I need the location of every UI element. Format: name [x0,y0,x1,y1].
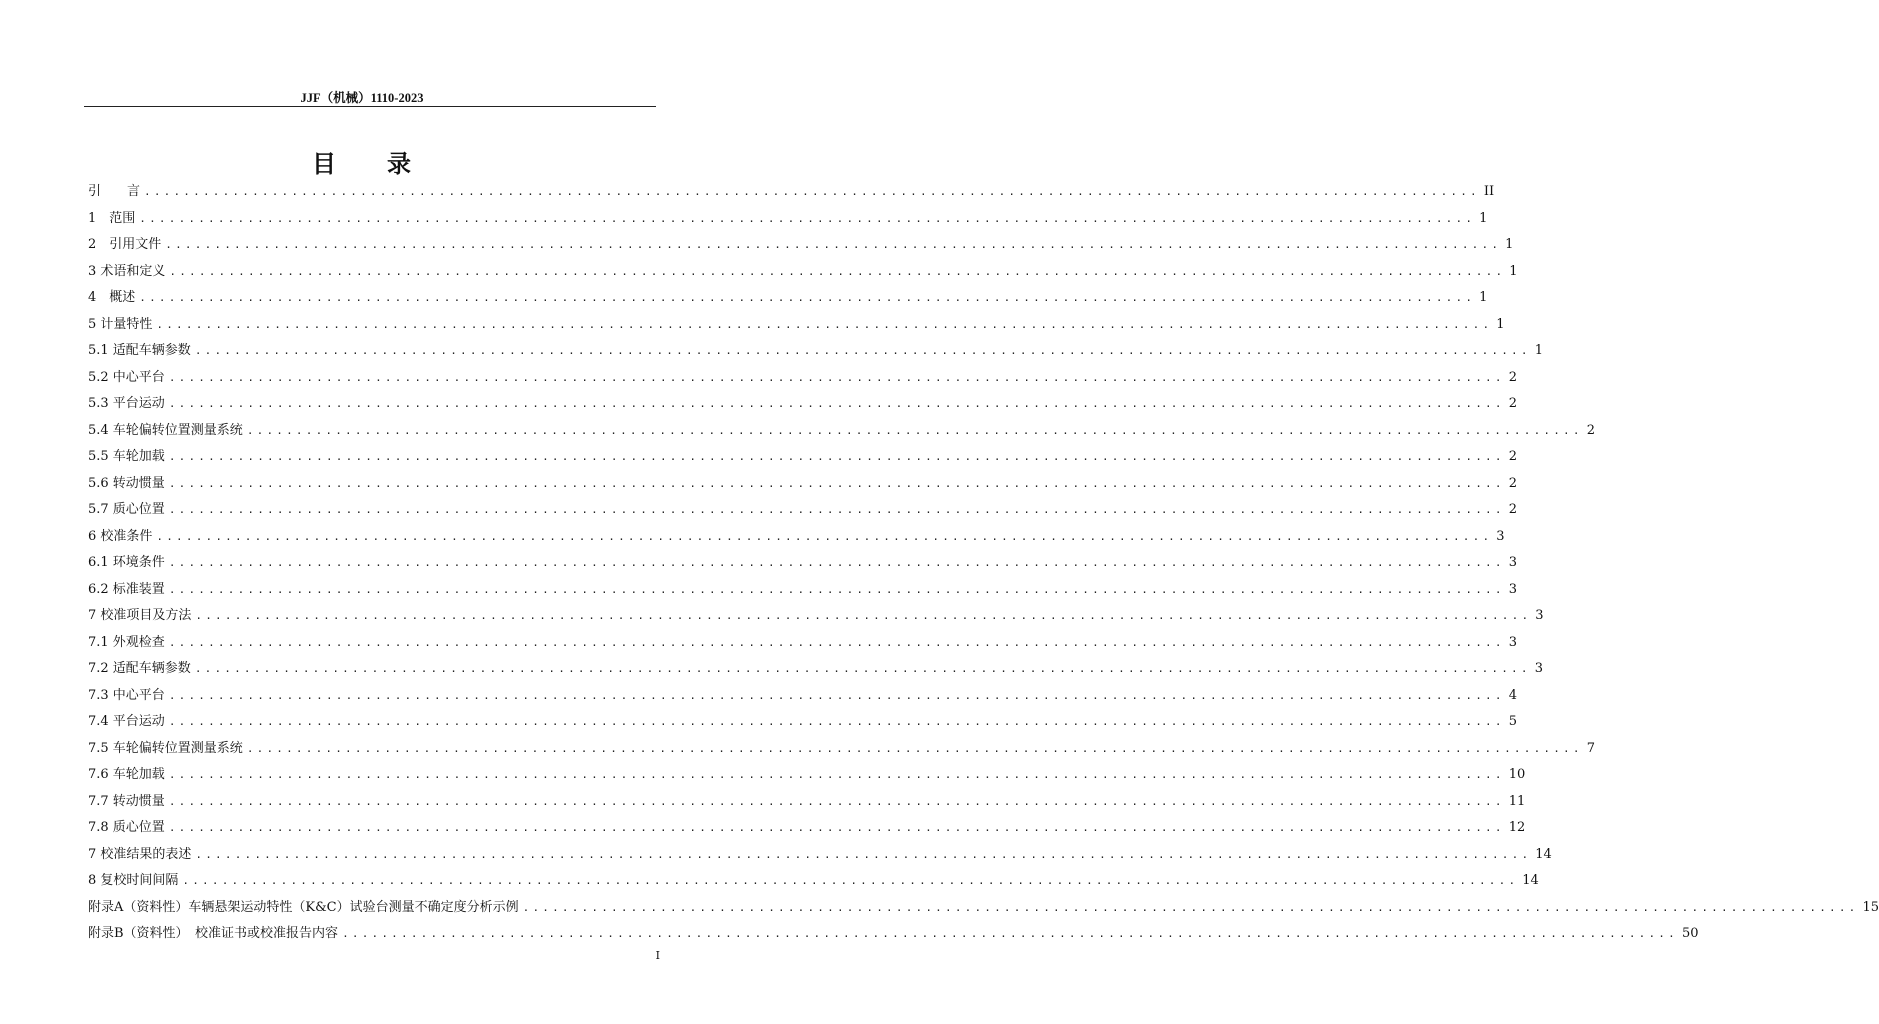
toc-entry-page: 3 [1535,608,1544,623]
toc-entry-page: 1 [1479,210,1488,226]
toc-entry[interactable] [88,207,1488,234]
dot-leader: ........................................................................................................................................ [168,688,1505,702]
dot-leader: ........................................................................................................................................ [168,397,1505,410]
toc-entry-label: 7.7 转动惯量 [88,793,165,809]
toc-entry-label: 7.2 适配车辆参数 [88,661,191,676]
dot-leader: ........................................................................................................................................ [194,344,1531,357]
toc-entry[interactable] [88,233,1514,260]
toc-entry-page: 5 [1508,714,1517,729]
dot-leader: ........................................................................................................................................ [144,185,1480,198]
toc-entry-label: 7.6 车轮加载 [88,767,165,782]
dot-leader: ........................................................................................................................................ [139,291,1476,304]
toc-entry[interactable] [88,445,1517,472]
dot-leader: ........................................................................................................................................ [246,423,1583,437]
dot-leader: ........................................................................................................................................ [182,874,1519,887]
toc-entry-label: 5.7 质心位置 [88,502,165,517]
dot-leader: ........................................................................................................................................ [156,317,1493,331]
toc-entry-label: 5.4 车轮偏转位置测量系统 [88,422,243,438]
toc-entry-page: 3 [1534,661,1543,676]
toc-entry-page: 14 [1535,846,1552,862]
toc-entry-page: 10 [1508,767,1526,782]
toc-entry-label: 5.5 车轮加载 [88,449,165,464]
dot-leader: ........................................................................................................................................ [168,768,1505,781]
toc-entry-page: 3 [1508,555,1517,570]
toc-entry-page: 2 [1586,422,1595,438]
dot-leader: ........................................................................................................................................ [168,476,1505,490]
toc-entry[interactable] [88,843,1552,870]
toc-entry-label: 8 复校时间间隔 [88,873,179,888]
dot-leader: ........................................................................................................................................ [522,900,1859,914]
toc-entry-page: 1 [1509,263,1518,279]
toc-entry-label: 7.5 车轮偏转位置测量系统 [88,740,243,756]
dot-leader: ........................................................................................................................................ [194,662,1531,675]
toc-entry-label: 2 引用文件 [88,237,162,252]
dot-leader: ........................................................................................................................................ [169,264,1506,278]
toc-entry-page: 11 [1508,793,1526,809]
toc-entry[interactable] [88,710,1517,737]
dot-leader: ........................................................................................................................................ [195,609,1532,622]
toc-entry[interactable] [88,286,1488,313]
toc-entry[interactable] [88,631,1517,658]
toc-entry[interactable] [88,684,1517,711]
toc-entry-page: 14 [1522,873,1539,888]
toc-entry-label: 5.2 中心平台 [88,369,165,385]
toc-entry[interactable] [88,790,1526,817]
toc-entry-label: 7.4 平台运动 [88,714,165,729]
toc-entry[interactable] [88,763,1526,790]
toc-entry[interactable] [88,578,1517,605]
toc-entry-label: 5.6 转动惯量 [88,475,165,491]
dot-leader: ........................................................................................................................................ [168,821,1505,834]
toc-entry-page: 12 [1508,820,1526,835]
toc-entry-page: 2 [1508,369,1517,385]
toc-entry[interactable] [88,339,1543,366]
dot-leader: ........................................................................................................................................ [168,715,1505,728]
table-of-contents [88,180,1879,949]
toc-entry-label: 6.2 标准装置 [88,581,165,597]
toc-entry-page: 1 [1534,343,1543,358]
header-divider [84,106,656,107]
toc-entry[interactable] [88,551,1517,578]
toc-entry[interactable] [88,604,1544,631]
toc-entry-label: 7 校准结果的表述 [88,846,192,862]
dot-leader: ........................................................................................................................................ [168,582,1505,596]
toc-entry-page: 1 [1505,237,1514,252]
toc-entry-page: 2 [1508,449,1517,464]
toc-entry-page: 7 [1586,740,1595,756]
toc-entry-page: 2 [1508,502,1517,517]
toc-entry-page: 15 [1862,899,1879,915]
toc-entry-label: 4 概述 [88,290,136,305]
toc-entry-page: 1 [1479,290,1488,305]
dot-leader: ........................................................................................................................................ [168,556,1505,569]
toc-entry-label: 6.1 环境条件 [88,555,165,570]
toc-entry[interactable] [88,896,1879,923]
toc-entry[interactable] [88,313,1505,340]
toc-entry[interactable] [88,419,1595,446]
toc-entry-page: 3 [1496,528,1505,544]
dot-leader: ........................................................................................................................................ [168,635,1505,649]
toc-entry-page: 50 [1681,926,1699,941]
dot-leader: ........................................................................................................................................ [342,927,1678,940]
toc-entry-label: 附录A（资料性）车辆悬架运动特性（K&C）试验台测量不确定度分析示例 [88,899,519,915]
dot-leader: ........................................................................................................................................ [246,741,1583,755]
dot-leader: ........................................................................................................................................ [139,211,1476,225]
dot-leader: ........................................................................................................................................ [168,450,1505,463]
page-number: I [655,949,660,962]
toc-entry[interactable] [88,525,1505,552]
toc-entry-label: 5.3 平台运动 [88,396,165,411]
toc-entry-page: II [1483,184,1495,199]
toc-entry-label: 7 校准项目及方法 [88,608,192,623]
document-header: JJF（机械）1110-2023 [300,91,424,105]
toc-entry-page: 3 [1508,634,1517,650]
toc-entry[interactable] [88,737,1595,764]
toc-title: 目 录 [312,149,412,178]
dot-leader: ........................................................................................................................................ [195,847,1532,861]
toc-entry[interactable] [88,260,1518,287]
dot-leader: ........................................................................................................................................ [168,794,1505,808]
toc-entry-label: 7.8 质心位置 [88,820,165,835]
toc-entry-label: 7.3 中心平台 [88,687,165,703]
toc-entry-page: 2 [1508,475,1517,491]
toc-entry[interactable] [88,366,1517,393]
toc-entry[interactable] [88,657,1543,684]
dot-leader: ........................................................................................................................................ [168,503,1505,516]
dot-leader: ........................................................................................................................................ [165,238,1502,251]
toc-entry-label: 6 校准条件 [88,528,153,544]
dot-leader: ........................................................................................................................................ [168,370,1505,384]
toc-entry-page: 3 [1508,581,1517,597]
toc-entry-label: 引 言 [88,184,141,199]
toc-entry-page: 2 [1508,396,1517,411]
toc-entry-label: 1 范围 [88,210,136,226]
toc-entry[interactable] [88,180,1495,207]
toc-entry-page: 1 [1496,316,1505,332]
toc-entry-label: 7.1 外观检查 [88,634,165,650]
toc-entry-label: 3 术语和定义 [88,263,166,279]
toc-entry[interactable] [88,392,1517,419]
toc-entry-label: 5 计量特性 [88,316,153,332]
toc-entry[interactable] [88,498,1517,525]
dot-leader: ........................................................................................................................................ [156,529,1493,543]
toc-entry-page: 4 [1508,687,1517,703]
toc-entry-label: 5.1 适配车辆参数 [88,343,191,358]
toc-entry[interactable] [88,816,1526,843]
toc-entry-label: 附录B（资料性） 校准证书或校准报告内容 [88,926,339,941]
toc-entry[interactable] [88,472,1517,499]
toc-entry[interactable] [88,869,1539,896]
toc-entry[interactable] [88,922,1699,949]
